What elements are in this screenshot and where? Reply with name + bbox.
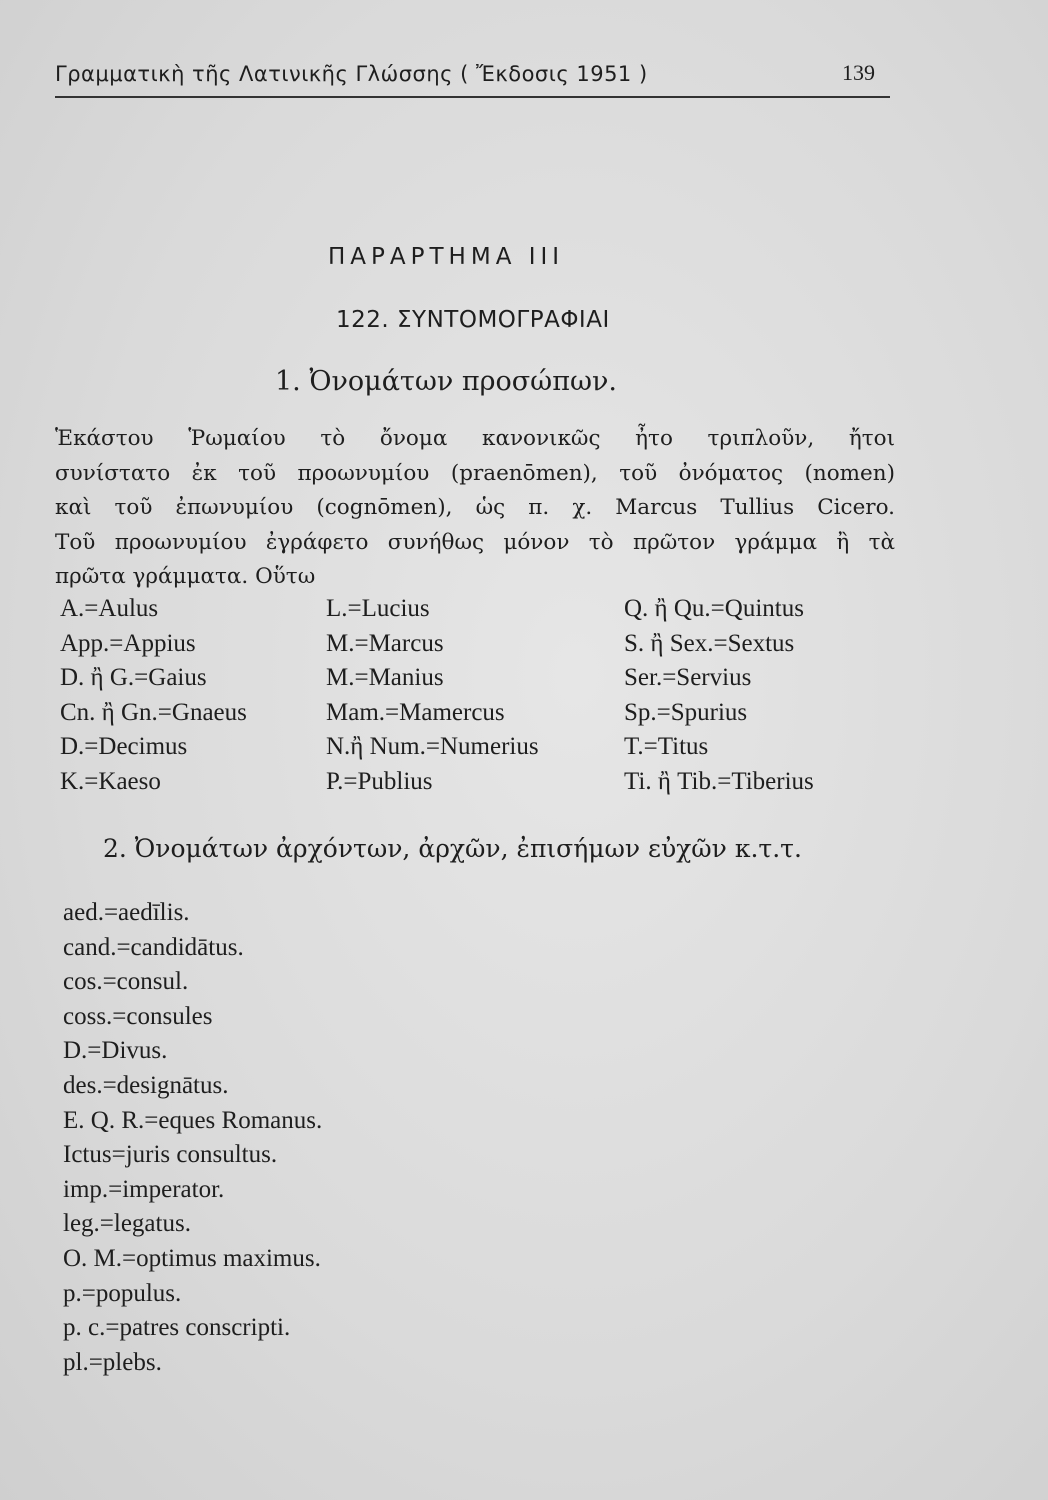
intro-paragraph (55, 422, 895, 595)
name-entry: S. ἢ Sex.=Sextus (624, 629, 795, 657)
abbreviation-entry: imp.=imperator. (63, 1175, 225, 1203)
subsection-1-heading: 1. Ὀνομάτων προσώπων. (275, 366, 617, 397)
name-entry: Mam.=Mamercus (326, 698, 505, 726)
abbreviation-entry: p. c.=patres conscripti. (63, 1314, 291, 1342)
paragraph-line: καὶ τοῦ ἐπωνυμίου (cognōmen), ὡς π. χ. Marcus Tullius Cicero. (55, 495, 895, 520)
abbreviation-entry: O. M.=optimus maximus. (63, 1244, 321, 1272)
abbreviation-entry: E. Q. R.=eques Romanus. (63, 1106, 323, 1134)
name-entry: T.=Titus (624, 733, 709, 760)
paragraph-line: Τοῦ προωνυμίου ἐγράφετο συνήθως μόνον τὸ πρῶτον γράμμα ἢ τὰ (55, 529, 895, 555)
name-entry: N.ἢ Num.=Numerius (326, 733, 539, 760)
paragraph-line: Ἑκάστου Ῥωμαίου τὸ ὄνομα κανονικῶς ἦτο τριπλοῦν, ἤτοι (55, 426, 895, 451)
name-entry: D.=Decimus (60, 733, 188, 760)
name-entry: K.=Kaeso (60, 767, 161, 795)
name-entry: M.=Marcus (326, 629, 444, 657)
header-rule (55, 96, 890, 98)
subsection-2-heading: 2. Ὀνομάτων ἀρχόντων, ἀρχῶν, ἐπισήμων εὐχῶν κ.τ.τ. (103, 834, 802, 863)
name-entry: P.=Publius (326, 767, 433, 795)
abbreviation-entry: leg.=legatus. (63, 1210, 191, 1238)
abbreviation-entry: cand.=candidātus. (63, 933, 244, 961)
names-column-3 (624, 592, 814, 799)
abbreviation-entry: aed.=aedīlis. (63, 899, 190, 926)
names-column-1 (60, 592, 247, 799)
name-entry: M.=Manius (326, 664, 444, 691)
abbreviation-entry: coss.=consules (63, 1002, 213, 1030)
abbreviation-entry: pl.=plebs. (63, 1348, 162, 1376)
page-number: 139 (842, 60, 875, 85)
name-entry: App.=Appius (60, 629, 196, 657)
abbreviation-entry: Ictus=juris consultus. (63, 1141, 278, 1169)
section-title: 122. ΣΥΝΤΟΜΟΓΡΑΦΙΑΙ (336, 307, 610, 333)
paragraph-line: συνίστατο ἐκ τοῦ προωνυμίου (praenōmen), τοῦ ὀνόματος (nomen) (55, 460, 895, 486)
name-entry: Ti. ἢ Tib.=Tiberius (624, 767, 814, 795)
paragraph-line: πρῶτα γράμματα. Οὕτω (55, 564, 316, 589)
appendix-title: ΠΑΡΑΡΤΗΜΑ III (328, 244, 565, 270)
name-entry: D. ἢ G.=Gaius (60, 664, 207, 691)
name-entry: A.=Aulus (60, 595, 159, 622)
name-entry: L.=Lucius (326, 595, 430, 622)
abbreviation-entry: des.=designātus. (63, 1071, 229, 1099)
name-entry: Ser.=Servius (624, 664, 752, 691)
running-head-title: Γραμματικὴ τῆς Λατινικῆς Γλώσσης ( Ἔκδοσις 1951 ) (55, 62, 648, 86)
abbreviation-entry: cos.=consul. (63, 968, 189, 996)
names-column-2 (326, 592, 539, 799)
name-entry: Q. ἢ Qu.=Quintus (624, 595, 804, 622)
abbreviation-entry: D.=Divus. (63, 1037, 168, 1065)
office-abbreviations-list (63, 896, 322, 1380)
name-entry: Sp.=Spurius (624, 698, 748, 726)
name-entry: Cn. ἢ Gn.=Gnaeus (60, 698, 247, 726)
abbreviation-entry: p.=populus. (63, 1279, 182, 1307)
